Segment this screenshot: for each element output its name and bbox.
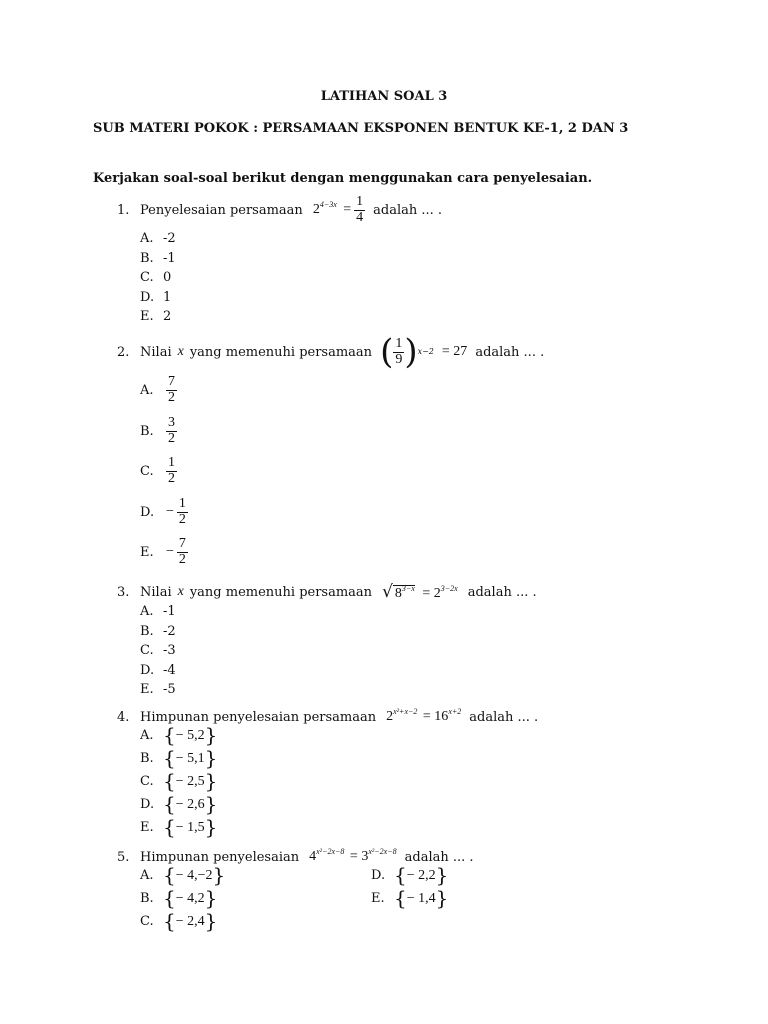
question-suffix: adalah ... . <box>373 202 443 218</box>
numerator: 7 <box>168 374 175 389</box>
fraction <box>177 497 188 527</box>
option-letter: C. <box>140 774 154 789</box>
option-value: -2 <box>163 231 176 246</box>
option-item <box>140 746 218 770</box>
question-suffix: adalah ... . <box>404 849 474 865</box>
option-letter: D. <box>140 797 155 812</box>
option-item <box>140 663 176 678</box>
left-brace: { <box>394 886 407 910</box>
option-item <box>140 290 171 305</box>
left-brace: { <box>163 815 176 839</box>
question-text: yang memenuhi persamaan <box>189 584 373 600</box>
option-letter: D. <box>371 868 386 883</box>
right-brace: } <box>204 723 218 747</box>
numerator: 3 <box>168 415 175 430</box>
variable: x <box>177 344 184 359</box>
option-letter: C. <box>140 463 154 479</box>
set-elements: − 4,−2 <box>175 868 213 883</box>
set-value <box>163 769 218 793</box>
option-item <box>140 863 226 887</box>
option-letter: D. <box>140 662 155 678</box>
numerator: 1 <box>178 496 186 511</box>
question-4 <box>117 706 538 728</box>
option-letter: B. <box>140 891 154 906</box>
fraction: $\frac{1}{9}$ <box>395 335 403 367</box>
option-value: 1 <box>163 289 172 305</box>
option-letter: A. <box>140 868 154 883</box>
question-text: Penyelesaian persamaan <box>140 202 303 218</box>
option-letter: A. <box>140 231 154 246</box>
option-item <box>140 624 176 639</box>
left-brace: { <box>163 746 176 770</box>
fraction <box>166 456 177 486</box>
question-suffix: adalah ... . <box>469 709 539 725</box>
set-elements: − 5,1 <box>175 751 205 766</box>
fraction: $\frac{1}{4}$ <box>356 193 364 225</box>
option-item <box>140 375 177 405</box>
left-brace: { <box>163 909 176 933</box>
option-item <box>140 682 176 697</box>
option-letter: C. <box>140 914 154 929</box>
set-elements: − 1,4 <box>406 891 436 906</box>
question-1 <box>117 193 442 227</box>
option-item <box>140 270 171 285</box>
option-letter: E. <box>140 309 154 324</box>
question-text: Himpunan penyelesaian <box>140 849 300 865</box>
right-brace: } <box>204 792 218 816</box>
option-item <box>140 886 218 910</box>
set-elements: − 2,6 <box>175 797 205 812</box>
sqrt-icon: √ <box>382 582 393 602</box>
option-letter: E. <box>140 544 154 560</box>
minus-sign: − <box>166 544 174 560</box>
option-item <box>140 769 218 793</box>
set-elements: − 5,2 <box>175 728 205 743</box>
option-letter: B. <box>140 423 154 439</box>
set-value <box>163 863 226 887</box>
option-value: -3 <box>163 643 176 658</box>
question-3 <box>117 581 537 603</box>
left-brace: { <box>163 723 176 747</box>
question-2: 2. Nilai x yang memenuhi persamaan ( $\frac{1}{9}$ ) x−2 = 27 adalah ... . <box>117 332 545 372</box>
denominator: 2 <box>168 470 175 486</box>
right-brace: } <box>435 863 449 887</box>
equation: $2^{4-3x}$ = <box>312 200 352 217</box>
option-item <box>371 886 449 910</box>
option-value: -1 <box>163 250 176 266</box>
option-item <box>140 251 176 266</box>
option-value: -5 <box>163 682 176 697</box>
set-value <box>163 909 218 933</box>
set-value <box>163 723 218 747</box>
option-letter: B. <box>140 623 154 639</box>
option-letter: A. <box>140 382 154 398</box>
set-elements: − 4,2 <box>175 891 205 906</box>
set-elements: − 2,4 <box>175 914 205 929</box>
option-item <box>140 537 188 567</box>
set-elements: − 2,2 <box>406 868 436 883</box>
question-suffix: adalah ... . <box>475 344 545 360</box>
set-elements: − 1,5 <box>175 820 205 835</box>
option-value: -2 <box>163 623 176 639</box>
set-elements: − 2,5 <box>175 774 205 789</box>
option-letter: E. <box>371 891 385 906</box>
option-item <box>140 309 171 324</box>
right-brace: } <box>204 909 218 933</box>
option-value: -1 <box>163 604 176 619</box>
question-text: Nilai <box>140 344 172 360</box>
option-item <box>140 909 218 933</box>
numerator: 7 <box>178 536 186 551</box>
numerator: 1 <box>168 455 175 470</box>
equation: $2^{x^2+x-2} = 16^{x+2}$ <box>386 707 462 724</box>
fraction <box>166 416 177 446</box>
option-letter: D. <box>140 289 155 305</box>
option-letter: A. <box>140 604 154 619</box>
right-brace: } <box>204 769 218 793</box>
question-number: 5. <box>117 849 130 865</box>
denominator: 2 <box>178 511 186 527</box>
set-value <box>163 746 218 770</box>
page-title: LATIHAN SOAL 3 <box>320 89 448 104</box>
set-value <box>394 886 449 910</box>
option-value: 0 <box>163 270 172 285</box>
option-value: 2 <box>163 309 172 324</box>
set-value <box>163 886 218 910</box>
option-letter: A. <box>140 728 154 743</box>
set-value <box>163 815 218 839</box>
option-item <box>140 815 218 839</box>
denominator: 2 <box>178 551 186 567</box>
question-text: yang memenuhi persamaan <box>189 344 373 360</box>
right-brace: } <box>212 863 226 887</box>
left-brace: { <box>163 769 176 793</box>
option-letter: B. <box>140 250 154 266</box>
right-brace: } <box>435 886 449 910</box>
option-item <box>140 723 218 747</box>
option-item <box>140 643 176 658</box>
left-brace: { <box>163 863 176 887</box>
left-brace: { <box>394 863 407 887</box>
option-item <box>140 456 177 486</box>
option-letter: C. <box>140 643 154 658</box>
equation: $4^{x^2-2x-8} = 3^{x^2-2x-8}$ <box>309 847 397 864</box>
set-value <box>394 863 449 887</box>
denominator: 2 <box>168 389 175 405</box>
option-item <box>140 604 176 619</box>
question-number: 2. <box>117 344 130 360</box>
right-brace: } <box>204 815 218 839</box>
question-number: 1. <box>117 202 130 218</box>
set-value <box>163 792 218 816</box>
left-brace: { <box>163 886 176 910</box>
option-item <box>140 792 218 816</box>
option-item <box>140 497 188 527</box>
option-letter: E. <box>140 820 154 835</box>
option-letter: E. <box>140 682 154 697</box>
question-number: 4. <box>117 709 130 725</box>
option-letter: B. <box>140 751 154 766</box>
option-item <box>140 416 177 446</box>
question-suffix: adalah ... . <box>467 584 537 600</box>
option-letter: D. <box>140 504 155 520</box>
fraction <box>177 537 188 567</box>
question-text: Himpunan penyelesaian persamaan <box>140 709 377 725</box>
right-brace: } <box>204 886 218 910</box>
denominator: 2 <box>168 430 175 446</box>
question-text: Nilai <box>140 584 172 600</box>
right-brace: } <box>204 746 218 770</box>
instruction: Kerjakan soal-soal berikut dengan menggunakan cara penyelesaian. <box>93 171 593 186</box>
option-item <box>371 863 449 887</box>
fraction <box>166 375 177 405</box>
option-value: -4 <box>163 662 176 678</box>
option-letter: C. <box>140 270 154 285</box>
equation: √ $8^{3-x} = 2^{3-2x}$ <box>382 582 458 602</box>
minus-sign: − <box>166 504 174 520</box>
variable: x <box>177 584 184 599</box>
question-number: 3. <box>117 584 130 600</box>
left-brace: { <box>163 792 176 816</box>
option-item <box>140 231 176 246</box>
page-subtitle: SUB MATERI POKOK : PERSAMAAN EKSPONEN BENTUK KE-1, 2 DAN 3 <box>93 121 629 136</box>
